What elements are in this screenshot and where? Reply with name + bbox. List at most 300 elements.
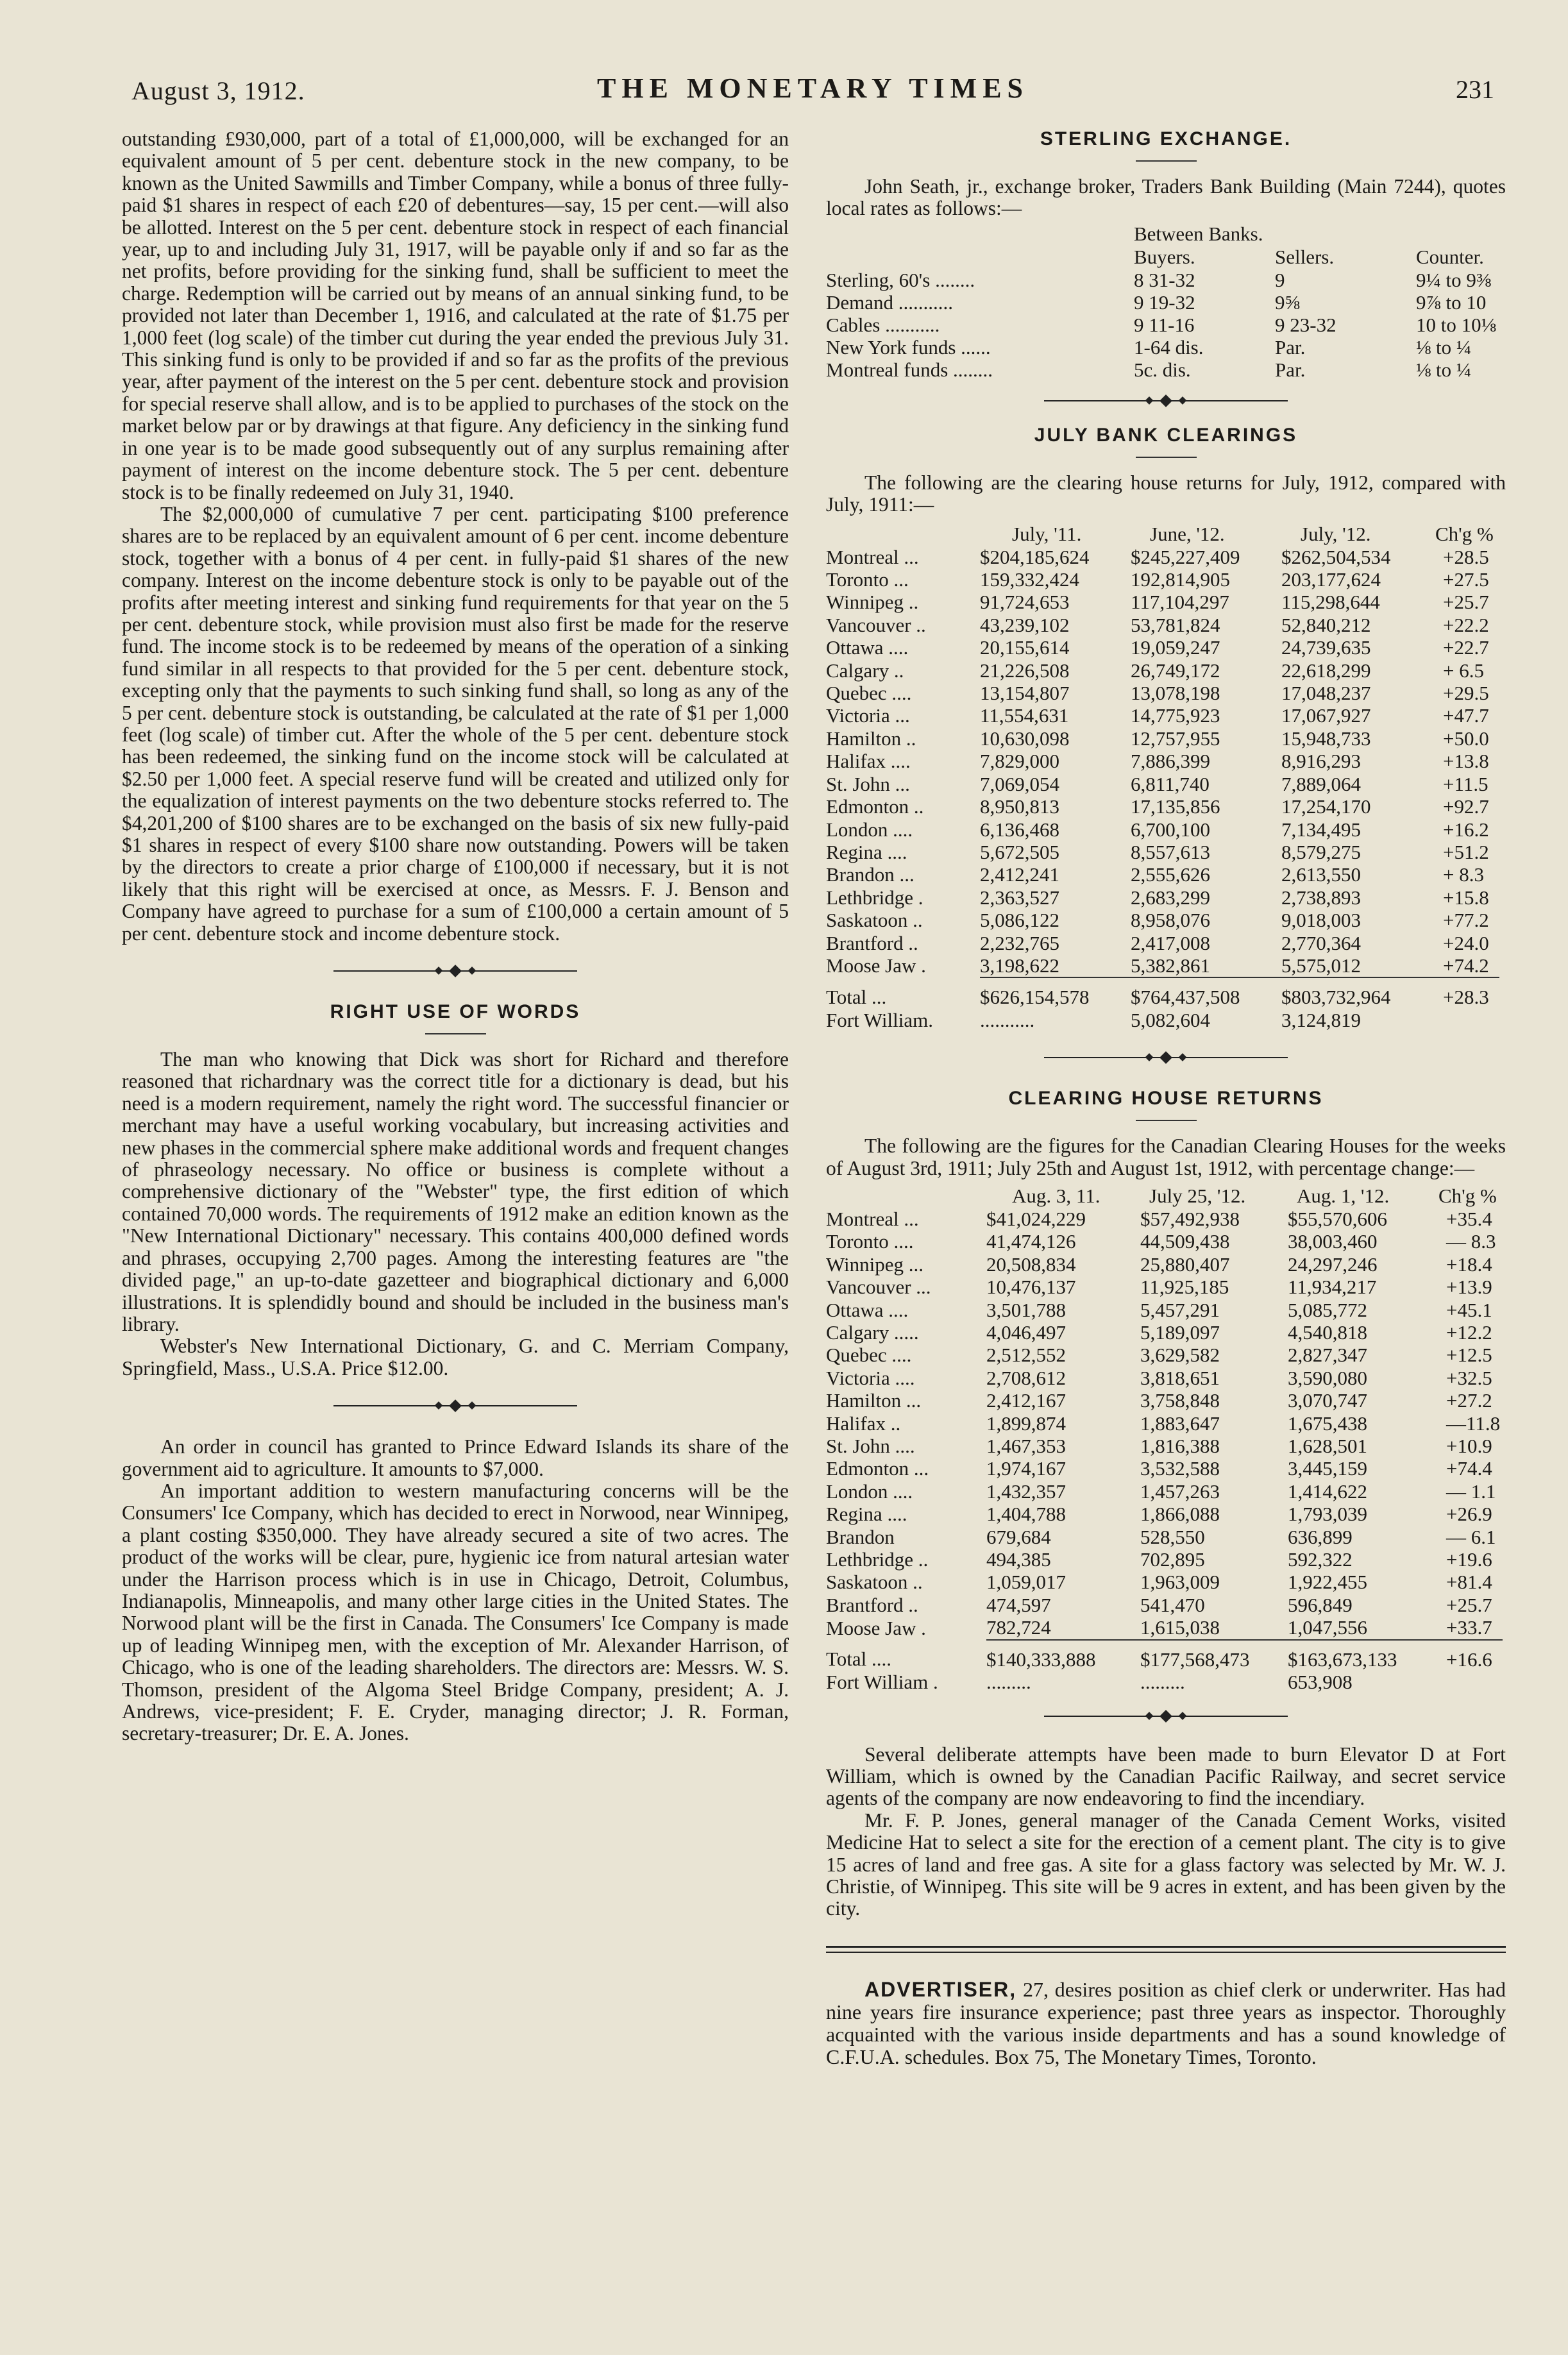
right-column — [826, 128, 1506, 2068]
publication-title: THE MONETARY TIMES — [596, 72, 1029, 104]
fort-william-row — [826, 1009, 1499, 1031]
value-cell: +26.9 — [1446, 1503, 1492, 1526]
table-row — [826, 1480, 1503, 1503]
value-cell: 5,382,861 — [1131, 954, 1281, 977]
col-header: July, '11. — [1012, 522, 1082, 545]
value-cell: 2,555,626 — [1131, 863, 1210, 886]
col-header: June, '12. — [1150, 522, 1225, 545]
value-cell: +74.2 — [1435, 954, 1499, 977]
table-row — [826, 1412, 1503, 1435]
value-cell: 1,816,388 — [1140, 1435, 1220, 1458]
value-cell: 528,550 — [1140, 1525, 1205, 1548]
city-cell: Halifax .... — [826, 750, 911, 773]
sterling-row: Cables ........... 9 11-16 9 23-32 10 to 10⅛ — [826, 313, 1496, 336]
value-cell: 7,134,495 — [1281, 818, 1361, 841]
value-cell: 2,412,167 — [986, 1389, 1066, 1412]
value-cell: 653,908 — [1288, 1671, 1353, 1694]
city-cell: Fort William. — [826, 1008, 933, 1031]
city-cell: Toronto ... — [826, 568, 909, 591]
value-cell — [1438, 1671, 1503, 1693]
col-header: Ch'g % — [1435, 522, 1494, 545]
value-cell: 25,880,407 — [1140, 1253, 1230, 1276]
table-row — [826, 1299, 1503, 1321]
col-header: Aug. 1, '12. — [1297, 1184, 1390, 1207]
value-cell: 17,067,927 — [1281, 704, 1371, 727]
value-cell: ......... — [986, 1671, 1031, 1694]
col-header: Aug. 3, 11. — [1012, 1184, 1100, 1207]
table-row — [826, 818, 1499, 841]
value-cell: +19.6 — [1446, 1548, 1492, 1571]
table-row — [826, 727, 1499, 750]
value-cell: 1,628,501 — [1288, 1435, 1367, 1458]
value-cell: 24,739,635 — [1281, 636, 1371, 659]
value-cell: —11.8 — [1446, 1412, 1501, 1435]
value-cell: 8,916,293 — [1281, 750, 1361, 773]
advert-lead: ADVERTISER, — [864, 1977, 1017, 2001]
value-cell: +27.5 — [1443, 568, 1489, 591]
value-cell: 5,082,604 — [1131, 1008, 1210, 1031]
city-cell: Regina .... — [826, 1503, 907, 1526]
table-row — [826, 614, 1499, 636]
value-cell: +22.7 — [1443, 636, 1489, 659]
value-cell: +77.2 — [1443, 909, 1489, 932]
dictionary-paragraph: The man who knowing that Dick was short for Richard and therefore reasoned that richardnary was the correct title for a dictionary is dead, but his need is a modern requirement, namely the right word. The successful financier or merchant may have a useful working vocabulary, but increasing activities and new phases in the commercial sphere make additional words and frequent changes of phraseology necessary. No office or business is complete without a comprehensive dictionary of the "Webster" type, the first edition of which contained 70,000 words. The requirements of 1912 make an edition known as the "New International Dictionary" necessary. This contains 400,000 defined words and phrases, occupying 2,700 pages. Among the interesting features are "the divided page," an up-to-date gazetteer and biographical dictionary and 6,000 illustrations. It is splendidly bound and should be included in the business man's library. — [122, 1048, 789, 1335]
value-cell: 474,597 — [986, 1593, 1051, 1616]
heading-rule — [1136, 457, 1197, 458]
city-cell: Regina .... — [826, 840, 907, 863]
value-cell: 4,046,497 — [986, 1321, 1066, 1344]
value-cell: +92.7 — [1443, 795, 1489, 818]
value-cell: 53,781,824 — [1131, 613, 1220, 636]
table-row — [826, 795, 1499, 818]
table-row — [826, 591, 1499, 613]
value-cell: 21,226,508 — [980, 659, 1070, 682]
value-cell: 26,749,172 — [1131, 659, 1220, 682]
city-cell: London .... — [826, 1480, 913, 1503]
value-cell: 2,417,008 — [1131, 931, 1210, 954]
table-row — [826, 704, 1499, 727]
city-cell: Moose Jaw . — [826, 1616, 926, 1639]
city-cell: Calgary ..... — [826, 1321, 919, 1344]
value-cell: 10,476,137 — [986, 1276, 1076, 1299]
city-cell: Winnipeg .. — [826, 591, 919, 614]
value-cell: — 1.1 — [1446, 1480, 1496, 1503]
table-row — [826, 1276, 1503, 1298]
value-cell: +74.4 — [1446, 1457, 1492, 1480]
value-cell: $57,492,938 — [1140, 1207, 1240, 1230]
value-cell: 5,575,012 — [1281, 954, 1435, 977]
value-cell: 2,683,299 — [1131, 886, 1210, 909]
table-row — [826, 682, 1499, 704]
value-cell: +18.4 — [1446, 1253, 1492, 1276]
table-row — [826, 909, 1499, 931]
city-cell: Winnipeg ... — [826, 1253, 924, 1276]
value-cell: +28.3 — [1443, 986, 1489, 1009]
value-cell: 1,404,788 — [986, 1503, 1066, 1526]
value-cell: 2,412,241 — [980, 863, 1059, 886]
value-cell: +33.7 — [1438, 1616, 1503, 1639]
city-cell: Calgary .. — [826, 659, 904, 682]
value-cell: 19,059,247 — [1131, 636, 1220, 659]
value-cell: +50.0 — [1443, 727, 1489, 750]
value-cell: 702,895 — [1140, 1548, 1205, 1571]
sterling-intro: John Seath, jr., exchange broker, Traders Bank Building (Main 7244), quotes local rates as follows:— — [826, 175, 1506, 220]
sterling-exchange-table — [826, 223, 1496, 381]
table-row — [826, 863, 1499, 886]
masthead — [131, 69, 1494, 114]
section-heading-right-use-of-words: RIGHT USE OF WORDS — [330, 1001, 581, 1023]
city-cell: Victoria .... — [826, 1366, 915, 1389]
value-cell: 5,085,772 — [1288, 1298, 1367, 1321]
section-heading-july-bank-clearings: JULY BANK CLEARINGS — [1034, 424, 1298, 446]
value-cell: +35.4 — [1446, 1207, 1492, 1230]
city-cell: Toronto .... — [826, 1230, 914, 1253]
value-cell: 14,775,923 — [1131, 704, 1220, 727]
value-cell: 52,840,212 — [1281, 613, 1371, 636]
value-cell: 20,508,834 — [986, 1253, 1076, 1276]
value-cell: 1,467,353 — [986, 1435, 1066, 1458]
col-header: July, '12. — [1301, 522, 1371, 545]
value-cell — [1435, 1009, 1499, 1031]
july-clearings-table — [826, 523, 1499, 1032]
table-row — [826, 1253, 1503, 1276]
city-cell: Montreal ... — [826, 545, 919, 568]
value-cell: $204,185,624 — [980, 545, 1090, 568]
value-cell: 8,958,076 — [1131, 909, 1210, 932]
city-cell: Brandon — [826, 1525, 895, 1548]
city-cell: Brantford .. — [826, 1593, 918, 1616]
table-row — [826, 1616, 1503, 1639]
sterling-row: New York funds ...... 1-64 dis. Par. ⅛ to ¼ — [826, 335, 1472, 359]
value-cell: 2,512,552 — [986, 1344, 1066, 1367]
table-row — [826, 886, 1499, 909]
value-cell: 7,889,064 — [1281, 772, 1361, 795]
city-cell: St. John .... — [826, 1435, 915, 1458]
section-ornament — [333, 966, 577, 975]
advert-rule — [826, 1946, 1506, 1953]
value-cell: 20,155,614 — [980, 636, 1070, 659]
city-cell: Victoria ... — [826, 704, 910, 727]
value-cell: 6,811,740 — [1131, 772, 1210, 795]
clearing-house-table — [826, 1185, 1503, 1694]
page-number: 231 — [1456, 75, 1494, 104]
value-cell: 11,554,631 — [980, 704, 1069, 727]
value-cell: +45.1 — [1446, 1298, 1492, 1321]
value-cell: 17,254,170 — [1281, 795, 1371, 818]
total-row — [826, 1640, 1503, 1671]
value-cell: 3,198,622 — [980, 954, 1131, 977]
table-row — [826, 1230, 1503, 1253]
value-cell: 8,950,813 — [980, 795, 1059, 818]
value-cell: 1,899,874 — [986, 1412, 1066, 1435]
value-cell: 2,613,550 — [1281, 863, 1361, 886]
value-cell: — 6.1 — [1446, 1525, 1496, 1548]
city-cell: London .... — [826, 818, 913, 841]
value-cell: 2,232,765 — [980, 931, 1059, 954]
value-cell: 43,239,102 — [980, 613, 1070, 636]
value-cell: 1,883,647 — [1140, 1412, 1220, 1435]
value-cell: 17,048,237 — [1281, 682, 1371, 705]
value-cell: 9,018,003 — [1281, 909, 1361, 932]
july-clearings-intro: The following are the clearing house returns for July, 1912, compared with July, 1911:— — [826, 471, 1506, 516]
value-cell: $163,673,133 — [1288, 1648, 1397, 1671]
section-ornament — [1044, 1053, 1288, 1062]
value-cell: 7,886,399 — [1131, 750, 1210, 773]
value-cell: 203,177,624 — [1281, 568, 1381, 591]
value-cell: +28.5 — [1443, 545, 1489, 568]
counter-header: Counter. — [1416, 245, 1484, 268]
value-cell: +16.2 — [1443, 818, 1489, 841]
city-cell: Saskatoon .. — [826, 909, 923, 932]
value-cell: 115,298,644 — [1281, 591, 1380, 614]
value-cell: +25.7 — [1446, 1593, 1492, 1616]
value-cell: ......... — [1140, 1671, 1185, 1694]
value-cell: 592,322 — [1288, 1548, 1353, 1571]
value-cell: $626,154,578 — [980, 986, 1090, 1009]
table-row — [826, 1457, 1503, 1480]
table-row — [826, 546, 1499, 568]
value-cell: 1,457,263 — [1140, 1480, 1220, 1503]
table-row — [826, 954, 1499, 977]
city-cell: Halifax .. — [826, 1412, 901, 1435]
city-cell: Ottawa .... — [826, 636, 909, 659]
value-cell: 596,849 — [1288, 1593, 1353, 1616]
value-cell: 2,708,612 — [986, 1366, 1066, 1389]
value-cell: +29.5 — [1443, 682, 1489, 705]
value-cell: +22.2 — [1443, 613, 1489, 636]
value-cell: 1,047,556 — [1288, 1616, 1438, 1639]
left-column — [122, 128, 789, 1745]
clearing-house-intro: The following are the figures for the Canadian Clearing Houses for the weeks of August 3rd, 1911; July 25th and August 1st, 1912, with percentage change:— — [826, 1135, 1506, 1179]
city-cell: Hamilton ... — [826, 1389, 922, 1412]
value-cell: 11,934,217 — [1288, 1276, 1377, 1299]
city-cell: Saskatoon .. — [826, 1571, 923, 1594]
total-row — [826, 977, 1499, 1008]
table-row — [826, 568, 1499, 591]
value-cell: 1,615,038 — [1140, 1616, 1288, 1639]
value-cell: 12,757,955 — [1131, 727, 1220, 750]
value-cell: 5,086,122 — [980, 909, 1059, 932]
sellers-header: Sellers. — [1275, 245, 1335, 268]
value-cell: 8,579,275 — [1281, 840, 1361, 863]
value-cell: +15.8 — [1443, 886, 1489, 909]
cement-paragraph: Mr. F. P. Jones, general manager of the Canada Cement Works, visited Medicine Hat to select a site for the erection of a cement plant. The city is to give 15 acres of land and free gas. A site for a glass factory was selected by Mr. W. J. Christie, of Winnipeg. This site will be 9 acres in extent, and has been given by the city. — [826, 1809, 1506, 1920]
debenture-paragraph-1: outstanding £930,000, part of a total of £1,000,000, will be exchanged for an equivalent amount of 5 per cent. debenture stock in the new company, to be known as the United Sawmills and Timber Company, while a bonus of three fully-paid $1 shares in respect of each £20 of debentures—say, 15 per cent.—will also be allotted. Interest on the 5 per cent. debenture stock in respect of each financial year, up to and including July 31, 1917, will be payable only if and so far as the net profits, before providing for the sinking fund, shall be sufficient to meet the charge. Redemption will be carried out by means of an annual sinking fund, to be provided not later than December 1, 1916, and calculated at the rate of $1.75 per 1,000 feet (log scale) of the timber cut during the year ended the previous July 31. This sinking fund is only to be provided if and so far as the profits of the previous year, after payment of the interest on the 5 per cent. debenture stock and provision for special reserve shall allow, and is to be applied to purchases of the stock on the market below par or by drawings at that figure. Any deficiency in the sinking fund in one year is to be made good subsequently out of any surplus remaining after payment of interest on the income debenture stock. The 5 per cent. debenture stock is to be finally redeemed on July 31, 1940. — [122, 128, 789, 503]
value-cell: 7,069,054 — [980, 772, 1059, 795]
value-cell: $55,570,606 — [1288, 1207, 1387, 1230]
table-row — [826, 1435, 1503, 1457]
value-cell: 679,684 — [986, 1525, 1051, 1548]
value-cell: $764,437,508 — [1131, 986, 1240, 1009]
value-cell: +24.0 — [1443, 931, 1489, 954]
advert-text: 27, desires position as chief clerk or underwriter. Has had nine years fire insurance experience; past three years as inspector. Thoroughly acquainted with the various inside departments and has a sound knowledge of C.F.U.A. schedules. Box 75, The Monetary Times, Toronto. — [826, 1977, 1506, 2068]
buyers-header: Buyers. — [1134, 245, 1195, 268]
value-cell: +12.5 — [1446, 1344, 1492, 1367]
city-cell: Total ... — [826, 985, 887, 1008]
table-row — [826, 1548, 1503, 1571]
table-row — [826, 1321, 1503, 1344]
value-cell: 2,738,893 — [1281, 886, 1361, 909]
section-ornament — [1044, 1712, 1288, 1721]
value-cell: 159,332,424 — [980, 568, 1079, 591]
value-cell: + 8.3 — [1443, 863, 1484, 886]
city-cell: Vancouver .. — [826, 613, 926, 636]
city-cell: Moose Jaw . — [826, 954, 926, 977]
value-cell: 1,963,009 — [1140, 1571, 1220, 1594]
city-cell: Total .... — [826, 1648, 892, 1671]
value-cell: +12.2 — [1446, 1321, 1492, 1344]
city-cell: Brantford .. — [826, 931, 918, 954]
table-row — [826, 1594, 1503, 1616]
value-cell: 2,363,527 — [980, 886, 1059, 909]
city-cell: Edmonton .. — [826, 795, 924, 818]
value-cell: 3,070,747 — [1288, 1389, 1367, 1412]
value-cell: 2,827,347 — [1288, 1344, 1367, 1367]
table-row — [826, 1503, 1503, 1525]
section-heading-clearing-house-returns: CLEARING HOUSE RETURNS — [1008, 1088, 1324, 1110]
section-heading-sterling-exchange: STERLING EXCHANGE. — [1040, 128, 1292, 149]
value-cell: 24,297,246 — [1288, 1253, 1378, 1276]
debenture-paragraph-2: The $2,000,000 of cumulative 7 per cent. participating $100 preference shares are to be replaced by an equivalent amount of 6 per cent. income debenture stock, together with a bonus of 4 per cent. in fully-paid $1 shares of the new company. Interest on the income debenture stock is only to be payable out of the profits after meeting interest and sinking fund requirements for that year on the 5 per cent. debenture stock, while provision must also first be made for the reserve fund. The income stock is to be redeemed by means of the operation of a sinking fund similar in all respects to that provided for the 5 per cent. debenture stock, excepting only that the payments to such sinking fund shall, so long as any of the 5 per cent. debenture stock is outstanding, be calculated at the rate of $1 per 1,000 feet (log scale) of timber cut. After the whole of the 5 per cent. debenture stock has been redeemed, the sinking fund on the income stock will be calculated at $2.50 per 1,000 feet. A special reserve fund will be created and utilized only for the equalization of interest payments on the two debenture stocks referred to. The $4,201,200 of $100 shares are to be exchanged on the basis of six new fully-paid $1 shares in respect of every $100 share now outstanding. Powers will be taken by the directors to create a prior charge of £100,000 if necessary, but it is not likely that this right will be exercised at once, as Messrs. F. J. Benson and Company have agreed to purchase for a sum of £100,000 a certain amount of 5 per cent. debenture stock and income debenture stock. — [122, 502, 789, 945]
city-cell: Fort William . — [826, 1671, 938, 1694]
city-cell: Lethbridge . — [826, 886, 923, 909]
value-cell: — 8.3 — [1446, 1230, 1496, 1253]
city-cell: Brandon ... — [826, 863, 915, 886]
value-cell: 1,922,455 — [1288, 1571, 1367, 1594]
city-cell: Vancouver ... — [826, 1276, 931, 1299]
heading-rule — [1136, 160, 1197, 162]
city-cell: Ottawa .... — [826, 1298, 909, 1321]
value-cell: 1,675,438 — [1288, 1412, 1367, 1435]
value-cell: 10,630,098 — [980, 727, 1070, 750]
section-ornament — [333, 1401, 577, 1410]
table-row — [826, 932, 1499, 954]
value-cell: +51.2 — [1443, 840, 1489, 863]
value-cell: +16.6 — [1446, 1648, 1492, 1671]
value-cell: $177,568,473 — [1140, 1648, 1250, 1671]
value-cell: 5,189,097 — [1140, 1321, 1220, 1344]
table-row — [826, 1389, 1503, 1412]
value-cell: 15,948,733 — [1281, 727, 1371, 750]
value-cell: + 6.5 — [1443, 659, 1484, 682]
value-cell: +47.7 — [1443, 704, 1489, 727]
value-cell: 494,385 — [986, 1548, 1051, 1571]
between-banks-header: Between Banks. — [1134, 222, 1263, 245]
value-cell: 782,724 — [986, 1616, 1140, 1639]
value-cell: 44,509,438 — [1140, 1230, 1230, 1253]
city-cell: Edmonton ... — [826, 1457, 929, 1480]
city-cell: Lethbridge .. — [826, 1548, 929, 1571]
value-cell: 3,758,848 — [1140, 1389, 1220, 1412]
table-row — [826, 841, 1499, 863]
table-row — [826, 659, 1499, 682]
table-row — [826, 636, 1499, 659]
value-cell: 3,124,819 — [1281, 1008, 1361, 1031]
value-cell: 3,532,588 — [1140, 1457, 1220, 1480]
issue-date: August 3, 1912. — [131, 76, 305, 105]
city-cell: Hamilton .. — [826, 727, 916, 750]
value-cell: +13.8 — [1443, 750, 1489, 773]
value-cell: 1,059,017 — [986, 1571, 1066, 1594]
city-cell: Quebec .... — [826, 682, 912, 705]
table-row — [826, 1367, 1503, 1389]
advertiser-notice — [826, 1979, 1506, 2068]
value-cell: 192,814,905 — [1131, 568, 1230, 591]
value-cell: +10.9 — [1446, 1435, 1492, 1458]
value-cell: 13,154,807 — [980, 682, 1070, 705]
value-cell: 5,672,505 — [980, 840, 1059, 863]
value-cell: 2,770,364 — [1281, 931, 1361, 954]
value-cell: +32.5 — [1446, 1366, 1492, 1389]
section-ornament — [1044, 396, 1288, 405]
value-cell: 6,136,468 — [980, 818, 1059, 841]
value-cell: 17,135,856 — [1131, 795, 1220, 818]
table-row — [826, 1571, 1503, 1593]
value-cell: +81.4 — [1446, 1571, 1492, 1594]
value-cell: 636,899 — [1288, 1525, 1353, 1548]
table-row — [826, 1526, 1503, 1548]
value-cell: $262,504,534 — [1281, 545, 1391, 568]
table-row — [826, 1208, 1503, 1230]
value-cell: 41,474,126 — [986, 1230, 1076, 1253]
value-cell: +13.9 — [1446, 1276, 1492, 1299]
value-cell: 11,925,185 — [1140, 1276, 1229, 1299]
value-cell: 8,557,613 — [1131, 840, 1210, 863]
value-cell: 1,793,039 — [1288, 1503, 1367, 1526]
ice-company-paragraph: An important addition to western manufacturing concerns will be the Consumers' Ice Company, which has decided to erect in Norwood, near Winnipeg, a plant costing $350,000. They have already secured a site of two acres. The product of the works will be clear, pure, hygienic ice from natural artesian water under the Harrison process which is in use in Chicago, Detroit, Columbus, Indianapolis, Minneapolis, and many other large cities in the United States. The Norwood plant will be the first in Canada. The Consumers' Ice Company is made up of leading Winnipeg men, with the exception of Mr. Alexander Harrison, of Chicago, who is one of the leading shareholders. The directors are: Messrs. W. S. Thomson, president of the Algoma Steel Bridge Company, president; A. J. Andrews, vice-president; F. E. Cryder, managing director; J. R. Forman, secretary-treasurer; Dr. E. A. Jones. — [122, 1479, 789, 1745]
value-cell: ........... — [980, 1008, 1035, 1031]
heading-rule — [1136, 1120, 1197, 1121]
value-cell: 3,629,582 — [1140, 1344, 1220, 1367]
value-cell: 22,618,299 — [1281, 659, 1371, 682]
value-cell: 3,590,080 — [1288, 1366, 1367, 1389]
value-cell: $245,227,409 — [1131, 545, 1240, 568]
col-header: Ch'g % — [1438, 1184, 1497, 1207]
table-row — [826, 773, 1499, 795]
city-cell: St. John ... — [826, 772, 910, 795]
value-cell: 4,540,818 — [1288, 1321, 1367, 1344]
value-cell: 91,724,653 — [980, 591, 1070, 614]
value-cell: 3,445,159 — [1288, 1457, 1367, 1480]
elevator-paragraph: Several deliberate attempts have been made to burn Elevator D at Fort William, which is owned by the Canadian Pacific Railway, and secret service agents of the company are now endeavoring to find the incendiary. — [826, 1743, 1506, 1810]
city-cell: Montreal ... — [826, 1207, 919, 1230]
value-cell: $803,732,964 — [1281, 986, 1391, 1009]
value-cell: +27.2 — [1446, 1389, 1492, 1412]
table-row — [826, 750, 1499, 772]
sterling-row: Montreal funds ........ 5c. dis. Par. ⅛ to ¼ — [826, 358, 1472, 381]
value-cell: 7,829,000 — [980, 750, 1059, 773]
value-cell: 13,078,198 — [1131, 682, 1220, 705]
value-cell: +11.5 — [1443, 772, 1488, 795]
value-cell: 3,818,651 — [1140, 1366, 1220, 1389]
sterling-row: Demand ........... 9 19-32 9⅝ 9⅞ to 10 — [826, 291, 1487, 314]
fort-william-row — [826, 1671, 1503, 1693]
value-cell: $41,024,229 — [986, 1207, 1086, 1230]
dictionary-citation: Webster's New International Dictionary, G. and C. Merriam Company, Springfield, Mass., U.S.A. Price $12.00. — [122, 1335, 789, 1380]
value-cell: 1,866,088 — [1140, 1503, 1220, 1526]
value-cell: 541,470 — [1140, 1593, 1205, 1616]
heading-rule — [425, 1033, 486, 1034]
value-cell: 1,432,357 — [986, 1480, 1066, 1503]
sterling-row: Sterling, 60's ........ 8 31-32 9 9¼ to 9⅜ — [826, 268, 1492, 291]
value-cell: +25.7 — [1443, 591, 1489, 614]
value-cell: $140,333,888 — [986, 1648, 1096, 1671]
value-cell: 1,974,167 — [986, 1457, 1066, 1480]
value-cell: 6,700,100 — [1131, 818, 1210, 841]
value-cell: 3,501,788 — [986, 1298, 1066, 1321]
value-cell: 38,003,460 — [1288, 1230, 1378, 1253]
value-cell: 117,104,297 — [1131, 591, 1229, 614]
